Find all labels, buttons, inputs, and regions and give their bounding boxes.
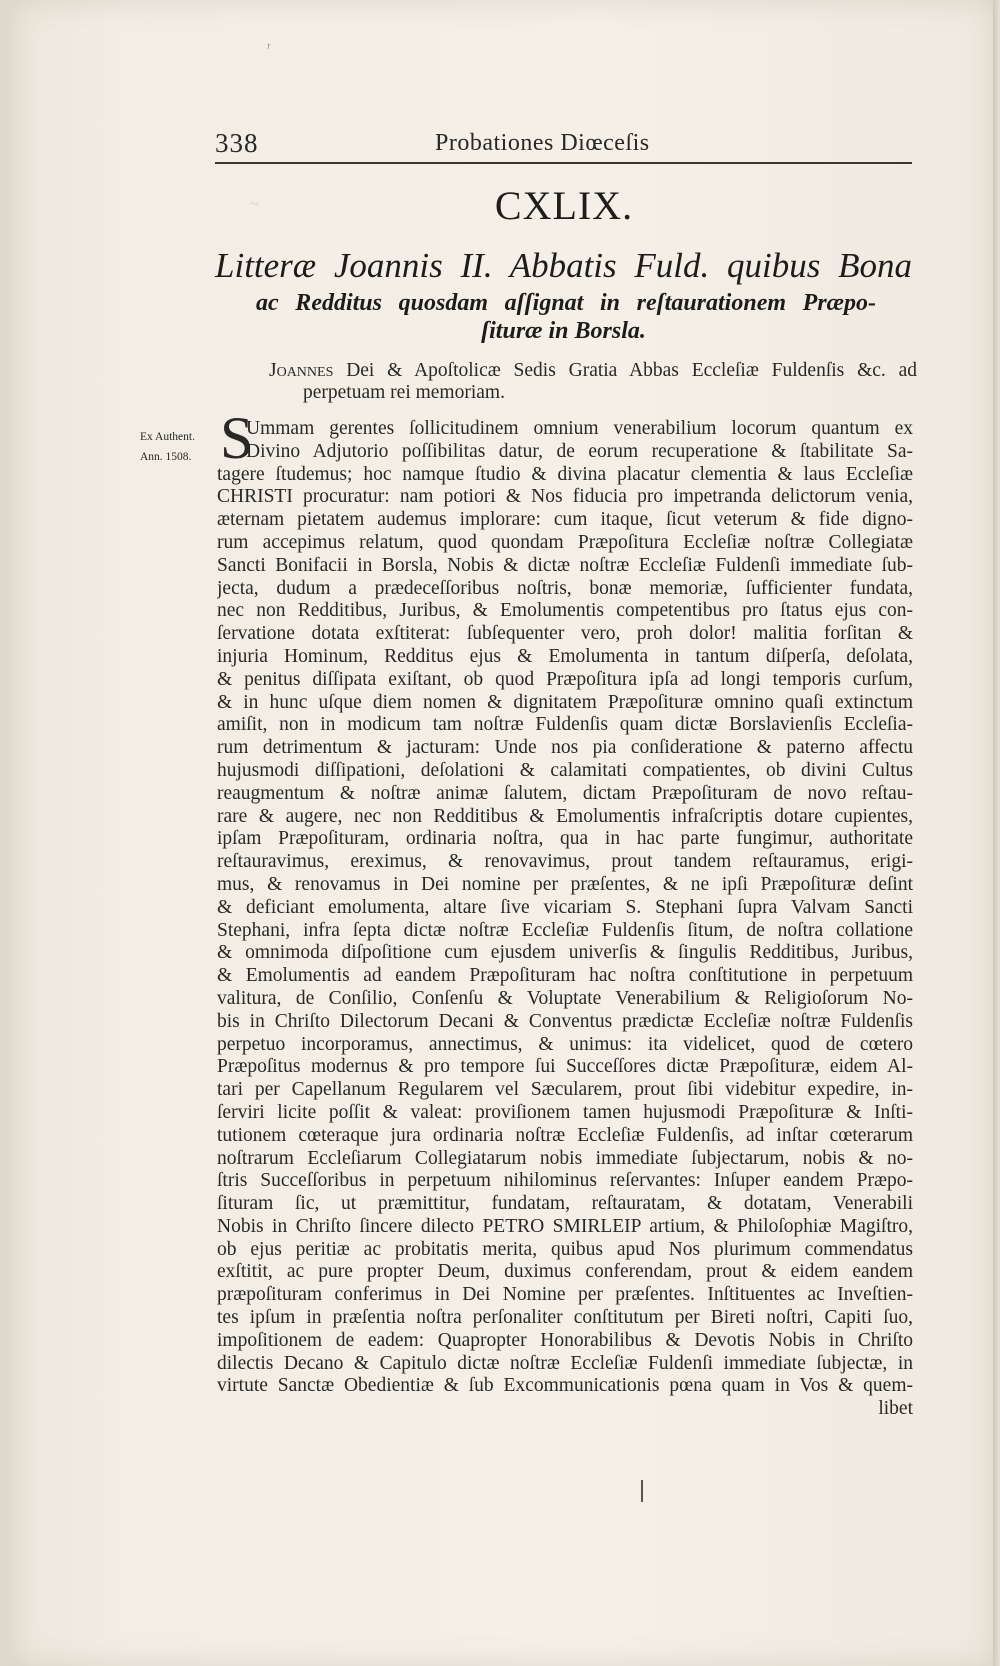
body-text [217, 418, 913, 1421]
margin-note [140, 427, 225, 467]
margin-note-year: Ann. 1508. [140, 451, 192, 463]
sender-name: Joannes [269, 360, 334, 381]
salutation-line-1 [269, 360, 917, 382]
body-line: perpetuo incorporamus, annectimus, & unimus: ita videlicet, quod de cœtero [217, 1033, 913, 1055]
stray-ink-mark: ʳ [267, 40, 271, 57]
body-line: Sancti Bonifacii in Borsla, Nobis & dictæ noſtræ Eccleſiæ Fuldenſi immediate ſub- [217, 554, 913, 576]
salutation-line-2: perpetuam rei memoriam. [303, 382, 505, 403]
body-line: tutionem cœteraque jura ordinaria noſtræ Eccleſiæ Fuldenſis, ad inſtar cœterarum [217, 1124, 913, 1146]
body-line: bis in Chriſto Dilectorum Decani & Conventus prædictæ Eccleſiæ noſtræ Fuldenſis [217, 1010, 913, 1032]
body-line: impoſitionem de eadem: Quapropter Honorabilibus & Devotis Nobis in Chriſto [217, 1329, 913, 1351]
body-line: rum detrimentum & jacturam: Unde nos pia conſideratione & paterno affectu [217, 737, 913, 759]
body-line: præpoſituram conferimus in Dei Nomine per præſentes. Inſtituentes ac Inveſtien- [217, 1284, 913, 1306]
body-line: & omnimoda diſpoſitione cum ejusdem univerſis & ſingulis Redditibus, Juribus, [217, 942, 913, 964]
header-rule [215, 162, 912, 164]
body-line: noſtrarum Eccleſiarum Collegiatarum nobis immediate ſubjectarum, nobis & no- [217, 1147, 913, 1169]
body-line: Divino Adjutorio poſſibilitas datur, de eorum recuperatione & ſtabilitate Sa- [246, 440, 913, 462]
margin-note-source: Ex Authent. [140, 431, 195, 443]
body-line: amiſit, non in modicum tam noſtræ Fuldenſis quam dictæ Borslavienſis Eccleſia- [217, 714, 913, 736]
body-line: reaugmentum & noſtræ animæ ſalutem, dictam Præpoſituram de novo reſtau- [217, 782, 913, 804]
body-line: & penitus diſſipata exiſtant, ob quod Præpoſitura ipſa ad longi temporis curſum, [217, 668, 913, 690]
body-line: ſervatione dotata exſtiterat: ſubſequenter vero, proh dolor! malitia forſitan & [217, 623, 913, 645]
body-line: & Emolumentis ad eandem Præpoſituram hac noſtra conſtitutione in perpetuum [217, 965, 913, 987]
page-edge [993, 0, 1000, 1666]
document-title-line-1: Litteræ Joannis II. Abbatis Fuld. quibus Bona [215, 246, 912, 285]
document-title-line-3: ſituræ in Borsla. [481, 318, 646, 344]
body-line: ſituram ſic, ut præmittitur, fundatam, reſtauratam, & dotatam, Venerabili [217, 1193, 913, 1215]
body-line: valitura, de Conſilio, Conſenſu & Voluptate Venerabilium & Religioſorum No- [217, 987, 913, 1009]
body-line: & deficiant emolumenta, altare ſive vicariam S. Stephani ſupra Valvam Sancti [217, 896, 913, 918]
bleed-through-text: ~ [250, 196, 259, 213]
body-line: dilectis Decano & Capitulo dictæ noſtræ Eccleſiæ Fuldenſi immediate ſubjectæ, in [217, 1352, 913, 1374]
body-line: æternam pietatem audemus implorare: cum itaque, ſicut veterum & fide digno- [217, 509, 913, 531]
body-line: mus, & renovamus in Dei nomine per præſentes, & ne ipſi Præpoſituræ deſint [217, 873, 913, 895]
body-line: tes ipſum in præſentia noſtra perſonaliter conſtitutum per Bireti noſtri, Capiti ſuo, [217, 1307, 913, 1329]
body-line: jecta, dudum a prædeceſſoribus noſtris, bonæ memoriæ, ſufficienter fundata, [217, 577, 913, 599]
body-line: hujusmodi diſſipationi, deſolationi & calamitati compatientes, ob divini Cultus [217, 759, 913, 781]
salutation [269, 360, 917, 404]
document-number: CXLIX. [494, 183, 634, 228]
body-line: injuria Hominum, Redditus ejus & Emolumenta in tantum diſperſa, deſolata, [217, 645, 913, 667]
document-title-line-2: ac Redditus quosdam aſſignat in reſtaurationem Præpo- [256, 290, 876, 316]
body-line: virtute Sanctæ Obedientiæ & ſub Excommunicationis pœna quam in Vos & quem- [217, 1375, 913, 1397]
body-line: Nobis in Chriſto ſincere dilecto PETRO SMIRLEIP artium, & Philoſophiæ Magiſtro, [217, 1215, 913, 1237]
page-header [215, 128, 915, 164]
body-line: ſerviri licite poſſit & valeat: proviſionem tamen hujusmodi Præpoſituræ & Inſti- [217, 1101, 913, 1123]
body-line: Præpoſitus modernus & pro tempore ſui Succeſſores dictæ Præpoſituræ, eidem Al- [217, 1056, 913, 1078]
body-line: & in hunc uſque diem nomen & dignitatem Præpoſituræ omnino quaſi extinctum [217, 691, 913, 713]
catchword: libet [878, 1398, 913, 1420]
running-head: Probationes Diœceſis [435, 130, 650, 156]
drop-cap: S [220, 405, 254, 471]
body-line: Stephani, infra ſepta dictæ noſtræ Eccleſiæ Fuldenſis ſitum, de noſtra collatione [217, 919, 913, 941]
body-line: rare & augere, nec non Redditibus & Emolumentis infraſcriptis dotare cupientes, [217, 805, 913, 827]
body-line: ipſam Præpoſituram, ordinaria noſtra, qua in hac parte fungimur, authoritate [217, 828, 913, 850]
body-line: Ummam gerentes ſollicitudinem omnium venerabilium locorum quantum ex [246, 418, 913, 439]
body-line: CHRISTI procuratur: nam potiori & Nos fiducia pro impetranda delictorum venia, [217, 486, 913, 508]
salutation-text: Dei & Apoſtolicæ Sedis Gratia Abbas Eccleſiæ Fuldenſis &c. ad [333, 360, 917, 381]
body-line: nec non Redditibus, Juribus, & Emolumentis competentibus pro ſtatus ejus con- [217, 600, 913, 622]
stray-ink-stroke [641, 1480, 643, 1502]
body-line: tari per Capellanum Regularem vel Sæcularem, prout ſibi videbitur expedire, in- [217, 1079, 913, 1101]
body-line: exſtitit, ac pure propter Deum, duximus conferendam, prout & eidem eandem [217, 1261, 913, 1283]
body-line: tagere ſtudemus; hoc namque ſtudio & divina placatur clementia & laus Eccleſiæ [217, 463, 913, 485]
body-line: reſtauravimus, ereximus, & renovavimus, prout tandem reſtauramus, erigi- [217, 851, 913, 873]
body-line: rum accepimus relatum, quod quondam Præpoſitura Eccleſiæ noſtræ Collegiatæ [217, 531, 913, 553]
body-line: ſtris Succeſſoribus in perpetuum nihilominus reſervantes: Inſuper eandem Præpo- [217, 1170, 913, 1192]
page-number: 338 [215, 128, 259, 158]
body-line: ob ejus peritiæ ac probitatis merita, quibus apud Nos plurimum commendatus [217, 1238, 913, 1260]
